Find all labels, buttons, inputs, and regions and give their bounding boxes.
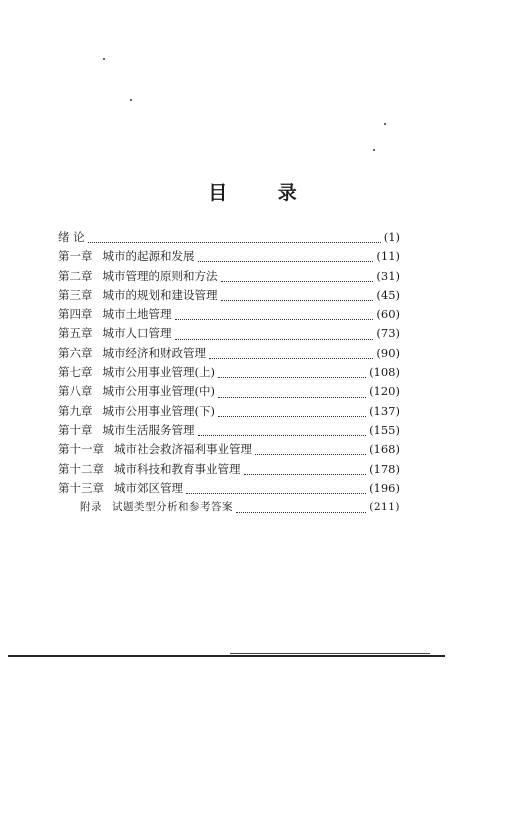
- toc-entry[interactable]: [58, 325, 400, 344]
- toc-entry[interactable]: [58, 383, 400, 402]
- chapter-number: 绪 论: [58, 230, 85, 244]
- dot-leader: [209, 350, 373, 359]
- toc-entry[interactable]: [58, 287, 400, 306]
- toc-entry[interactable]: [58, 306, 400, 325]
- chapter-number: 第七章: [58, 365, 93, 380]
- page-number: (60): [376, 307, 400, 322]
- scan-line: [8, 655, 445, 657]
- chapter-title: 城市经济和财政管理: [102, 345, 206, 360]
- scan-line: [230, 653, 430, 654]
- page-number: (211): [369, 501, 400, 514]
- page-number: (90): [376, 345, 400, 360]
- chapter-title: 城市的起源和发展: [102, 249, 195, 264]
- page-number: (11): [376, 249, 400, 264]
- toc-entry-appendix[interactable]: [58, 499, 400, 518]
- chapter-number: 第九章: [58, 403, 93, 418]
- dot-leader: [198, 427, 367, 436]
- toc-entry[interactable]: [58, 248, 400, 267]
- toc-entry-intro[interactable]: [58, 229, 400, 248]
- dot-leader: [186, 485, 366, 494]
- chapter-title: 城市郊区管理: [114, 480, 183, 495]
- toc-entry[interactable]: [58, 364, 400, 383]
- chapter-number: 第十章: [58, 422, 93, 437]
- toc-entry[interactable]: [58, 268, 400, 287]
- dot-leader: [175, 311, 374, 320]
- dot-leader: [198, 253, 374, 262]
- chapter-number: 第五章: [58, 326, 93, 341]
- chapter-number: 第四章: [58, 307, 93, 322]
- chapter-title: 城市公用事业管理(中): [102, 384, 215, 399]
- page-title: 目 录: [208, 182, 319, 204]
- chapter-title: 城市公用事业管理(下): [102, 403, 215, 418]
- dot-leader: [175, 331, 374, 340]
- table-of-contents: [58, 229, 400, 518]
- scan-speck: [130, 99, 132, 101]
- toc-entry[interactable]: [58, 441, 400, 460]
- page-number: (196): [369, 480, 400, 495]
- dot-leader: [218, 389, 366, 398]
- page-number: (1): [383, 230, 400, 244]
- page-number: (31): [376, 268, 400, 283]
- chapter-number: 第十三章: [58, 480, 104, 495]
- chapter-title: 城市土地管理: [102, 307, 172, 322]
- chapter-number: 第八章: [58, 384, 93, 399]
- chapter-title: 城市社会救济福利事业管理: [114, 442, 252, 457]
- appendix-title: 试题类型分析和参考答案: [112, 501, 233, 514]
- dot-leader: [244, 466, 367, 475]
- page-number: (108): [369, 365, 400, 380]
- scan-speck: [103, 58, 105, 60]
- page-number: (120): [369, 384, 400, 399]
- chapter-title: 城市公用事业管理(上): [102, 365, 215, 380]
- toc-entry[interactable]: [58, 345, 400, 364]
- toc-entry[interactable]: [58, 422, 400, 441]
- toc-entry[interactable]: [58, 403, 400, 422]
- page-number: (73): [376, 326, 400, 341]
- dot-leader: [236, 504, 366, 513]
- dot-leader: [88, 234, 381, 243]
- chapter-number: 第十一章: [58, 442, 104, 457]
- page-number: (168): [369, 442, 400, 457]
- dot-leader: [218, 408, 366, 417]
- page-number: (45): [376, 287, 400, 302]
- chapter-title: 城市管理的原则和方法: [102, 268, 218, 283]
- page-number: (155): [369, 422, 400, 437]
- appendix-label: 附录: [80, 501, 102, 514]
- chapter-title: 城市人口管理: [102, 326, 172, 341]
- chapter-number: 第二章: [58, 268, 93, 283]
- scan-speck: [373, 149, 375, 151]
- chapter-title: 城市生活服务管理: [102, 422, 195, 437]
- chapter-title: 城市的规划和建设管理: [102, 287, 218, 302]
- dot-leader: [218, 369, 366, 378]
- dot-leader: [221, 292, 374, 301]
- chapter-title: 城市科技和教育事业管理: [114, 461, 241, 476]
- chapter-number: 第十二章: [58, 461, 104, 476]
- page-number: (178): [369, 461, 400, 476]
- dot-leader: [221, 273, 374, 282]
- scan-speck: [384, 123, 386, 125]
- toc-entry[interactable]: [58, 461, 400, 480]
- chapter-number: 第六章: [58, 345, 93, 360]
- dot-leader: [255, 446, 366, 455]
- chapter-number: 第三章: [58, 287, 93, 302]
- page-number: (137): [369, 403, 400, 418]
- chapter-number: 第一章: [58, 249, 93, 264]
- toc-entry[interactable]: [58, 480, 400, 499]
